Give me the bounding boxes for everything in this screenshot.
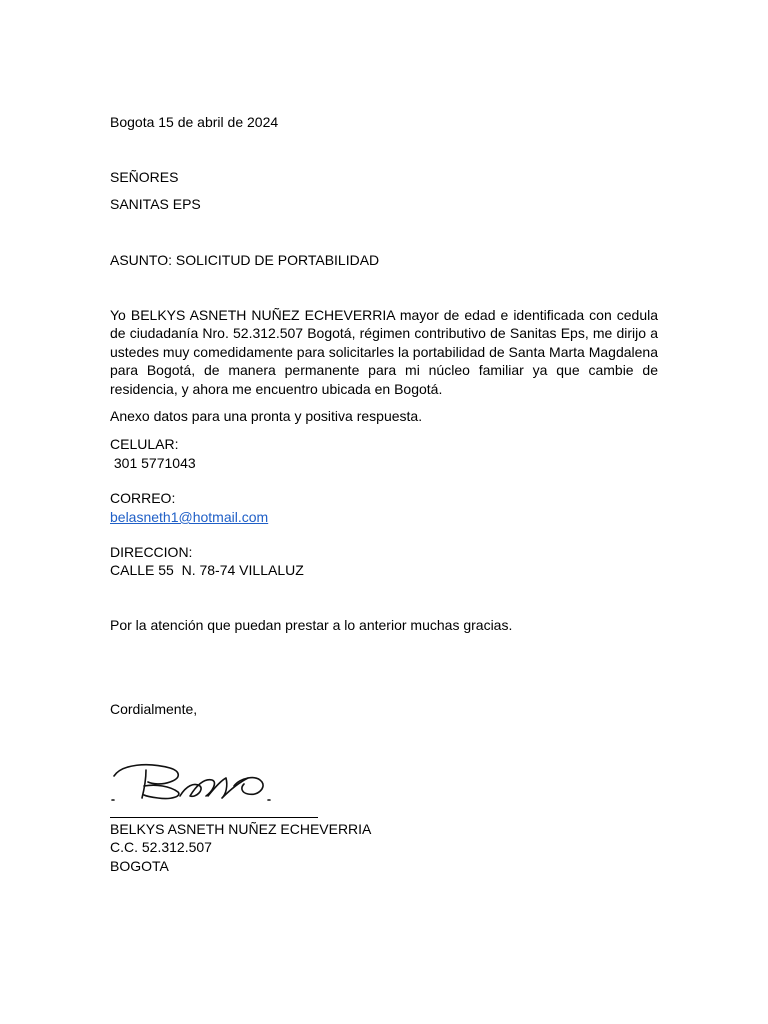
email-link[interactable]: belasneth1@hotmail.com (110, 509, 269, 525)
handwritten-signature (108, 756, 288, 808)
body-paragraph: Yo BELKYS ASNETH NUÑEZ ECHEVERRIA mayor de edad e identificada con cedula de ciudadanía Nro. 52.312.507 Bogotá, régimen contributivo de Sanitas Eps, me dirijo a ustedes muy comedidamente para solicitarles la portabilidad de Santa Marta Magdalena para Bogotá, de manera permanente para mi núcleo familiar ya que cambie de residencia, y ahora me encuentro ubicada en Bogotá. (110, 307, 658, 397)
thanks-line: Por la atención que puedan prestar a lo anterior muchas gracias. (110, 617, 513, 633)
signer-name: BELKYS ASNETH NUÑEZ ECHEVERRIA (110, 821, 372, 837)
date-line: Bogota 15 de abril de 2024 (110, 114, 279, 130)
signer-city: BOGOTA (110, 858, 169, 874)
subject-line: ASUNTO: SOLICITUD DE PORTABILIDAD (110, 252, 380, 268)
email-label: CORREO: (110, 490, 176, 506)
signer-id: C.C. 52.312.507 (110, 839, 212, 855)
phone-label: CELULAR: (110, 436, 179, 452)
address-label: DIRECCION: (110, 544, 193, 560)
closing-line: Cordialmente, (110, 701, 198, 717)
address-value: CALLE 55 N. 78-74 VILLALUZ (110, 562, 304, 578)
recipient-title: SEÑORES (110, 169, 179, 185)
annex-line: Anexo datos para una pronta y positiva respuesta. (110, 408, 423, 424)
recipient-name: SANITAS EPS (110, 196, 201, 212)
signature-line (110, 817, 318, 818)
phone-value: 301 5771043 (110, 455, 196, 471)
